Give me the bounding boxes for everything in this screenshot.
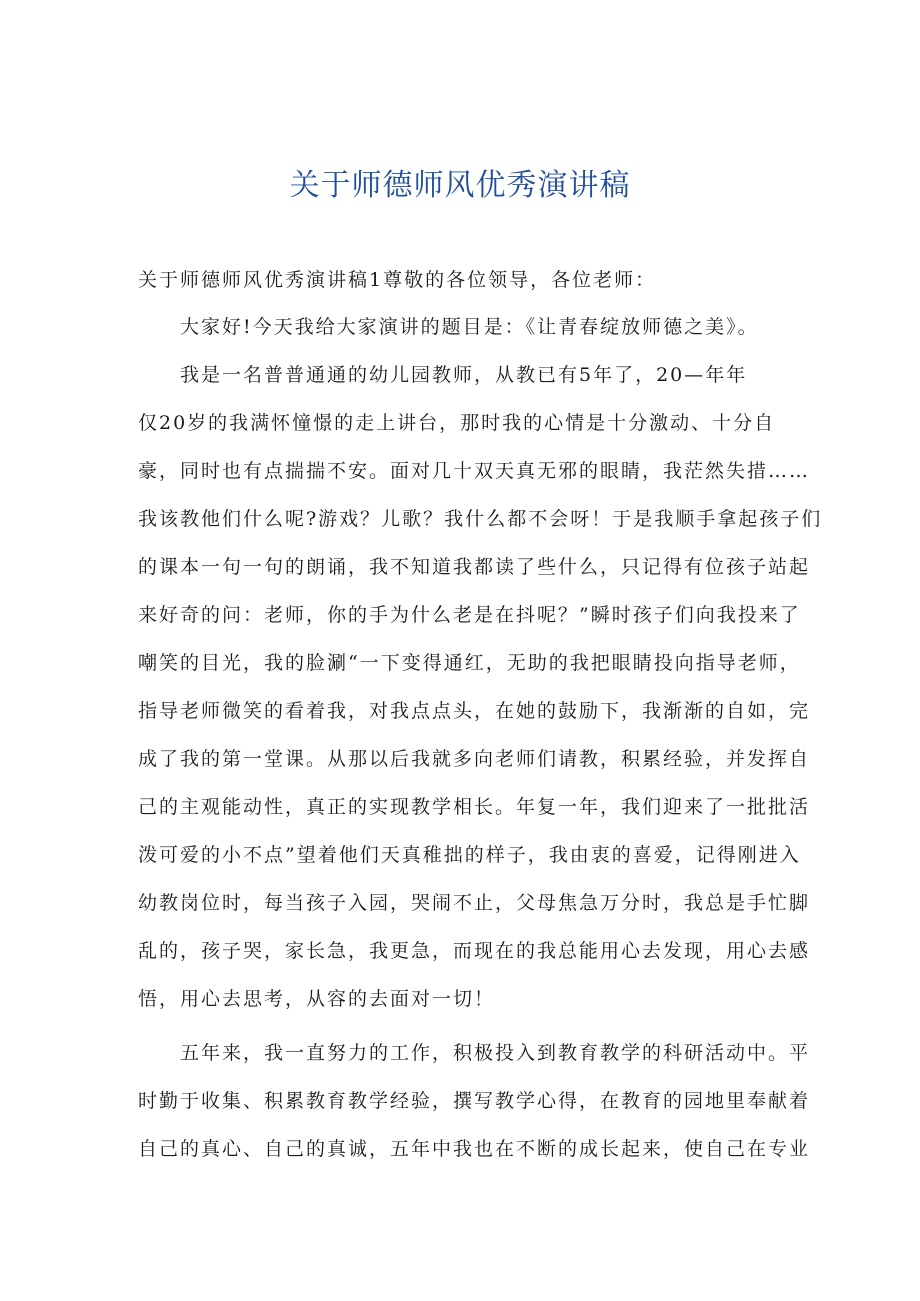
text-line: 成了我的第一堂课。从那以后我就多向老师们请教，积累经验，并发挥自 xyxy=(138,748,811,770)
document-title: 关于师德师风优秀演讲稿 xyxy=(289,168,631,203)
text-line: 幼教岗位时，每当孩子入园，哭闹不止，父母焦急万分时，我总是手忙脚 xyxy=(138,892,811,914)
text-line: 己的主观能动性，真正的实现教学相长。年复一年，我们迎来了一批批活 xyxy=(138,796,811,818)
text-line: 仅20岁的我满怀憧憬的走上讲台，那时我的心情是十分激动、十分自 xyxy=(138,412,776,434)
text-line: 我该教他们什么呢?游戏？儿歌？我什么都不会呀！于是我顺手拿起孩子们 xyxy=(138,508,823,530)
text-line: 时勤于收集、积累教育教学经验，撰写教学心得，在教育的园地里奉献着 xyxy=(138,1090,811,1112)
text-line: 豪，同时也有点揣揣不安。面对几十双天真无邪的眼睛，我茫然失措…… xyxy=(138,460,811,482)
text-line: 自己的真心、自己的真诚，五年中我也在不断的成长起来，使自己在专业 xyxy=(138,1138,811,1160)
text-line: 大家好!今天我给大家演讲的题目是：《让青春绽放师德之美》。 xyxy=(180,316,759,338)
text-line: 嘲笑的目光，我的脸涮“一下变得通红，无助的我把眼睛投向指导老师， xyxy=(138,652,801,674)
text-line: 指导老师微笑的看着我，对我点点头，在她的鼓励下，我渐渐的自如，完 xyxy=(138,700,811,722)
text-line: 的课本一句一句的朗诵，我不知道我都读了些什么，只记得有位孩子站起 xyxy=(138,556,811,578)
text-line: 泼可爱的小不点”望着他们天真稚拙的样子，我由衷的喜爱，记得刚进入 xyxy=(138,844,801,866)
text-line: 来好奇的问：老师，你的手为什么老是在抖呢？”瞬时孩子们向我投来了 xyxy=(138,604,801,626)
text-line: 乱的，孩子哭，家长急，我更急，而现在的我总能用心去发现，用心去感 xyxy=(138,940,811,962)
text-line: 悟，用心去思考，从容的去面对一切！ xyxy=(138,988,496,1010)
text-line: 五年来，我一直努力的工作，积极投入到教育教学的科研活动中。平 xyxy=(180,1042,811,1064)
text-line: 我是一名普普通通的幼儿园教师，从教已有5年了，20—年年 xyxy=(180,364,748,386)
text-line: 关于师德师风优秀演讲稿1尊敬的各位领导，各位老师： xyxy=(138,269,657,291)
